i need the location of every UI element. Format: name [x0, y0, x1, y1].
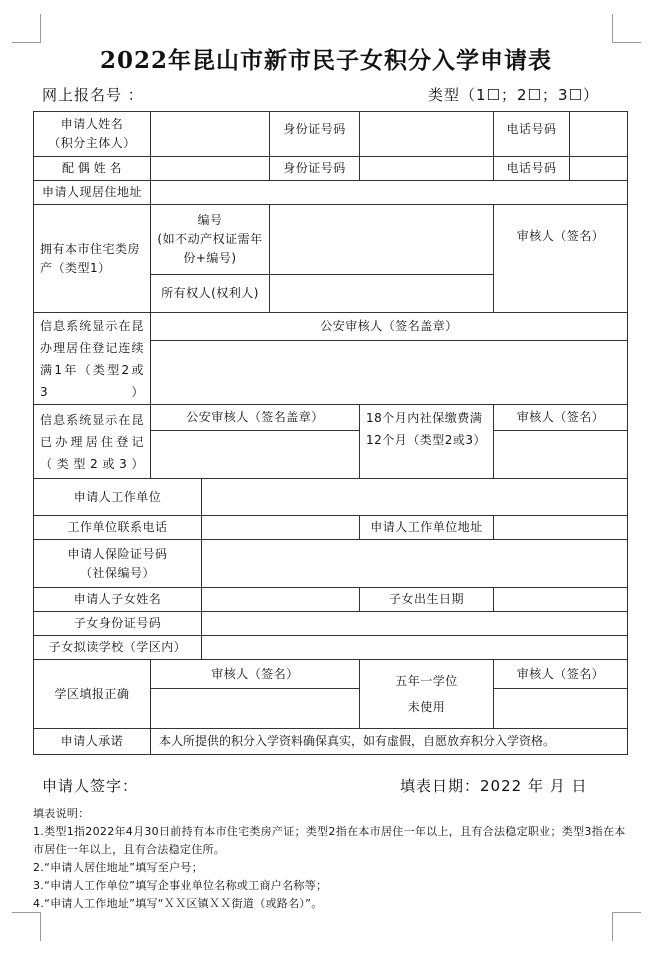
applicant-name-text: 申请人姓名 — [60, 117, 124, 131]
child-id-label: 子女身份证号码 — [34, 612, 202, 636]
district-check-label: 学区填报正确 — [34, 660, 151, 729]
property-owner-field[interactable] — [270, 275, 494, 313]
crop-mark-bottom-left — [12, 912, 41, 941]
work-address-field[interactable] — [494, 516, 628, 540]
insurance-number-field[interactable] — [202, 540, 628, 588]
work-unit-field[interactable] — [202, 479, 628, 516]
residence-registered-label: 信息系统显示在昆已办理居住登记（类型2或3） — [34, 405, 151, 479]
residence-info-label: 信息系统显示在昆办理居住登记连续满1年（类型2或3） — [34, 313, 151, 405]
online-registration-number-label: 网上报名号 ： — [42, 86, 144, 104]
applicant-name-note: （积分主体人） — [48, 136, 136, 150]
promise-label: 申请人承诺 — [34, 729, 151, 755]
instruction-item-1: 1.类型1指2022年4月30日前持有本市住宅类房产证；类型2指在本市居住一年以上，且有合法稳定职业；类型3指在本市居住一年以上，且有合法稳定住所。 — [33, 825, 626, 856]
residence-police-review-field[interactable] — [151, 341, 628, 405]
instruction-item-2: 2.“申请人居住地址”填写至户号； — [33, 861, 203, 874]
work-phone-label: 工作单位联系电话 — [34, 516, 202, 540]
crop-mark-top-right — [612, 14, 641, 43]
spouse-id-label: 身份证号码 — [270, 157, 360, 181]
applicant-id-label: 身份证号码 — [270, 112, 360, 157]
spouse-phone-label: 电话号码 — [494, 157, 570, 181]
school-field[interactable] — [202, 636, 628, 660]
five-year-reviewer-label: 审核人（签名） — [494, 660, 628, 689]
social-security-reviewer-label: 审核人（签名） — [494, 405, 628, 431]
address-field[interactable] — [151, 181, 628, 205]
district-reviewer-label: 审核人（签名） — [151, 660, 360, 689]
application-form-table — [33, 111, 628, 755]
child-name-field[interactable] — [202, 588, 360, 612]
property-cert-label — [151, 205, 270, 275]
work-phone-field[interactable] — [202, 516, 360, 540]
crop-mark-top-left — [12, 14, 41, 43]
property-cert-text: 编号 — [197, 213, 223, 227]
spouse-name-field[interactable] — [151, 157, 270, 181]
social-security-reviewer-field[interactable] — [494, 431, 628, 479]
residence-police-review-label: 公安审核人（签名盖章） — [151, 313, 628, 341]
crop-mark-bottom-right — [612, 912, 641, 941]
five-year-unused-text: 未使用 — [407, 700, 446, 714]
spouse-phone-field[interactable] — [570, 157, 628, 181]
applicant-phone-field[interactable] — [570, 112, 628, 157]
child-name-label: 申请人子女姓名 — [34, 588, 202, 612]
insurance-number-label — [34, 540, 202, 588]
instruction-item-4: 4.“申请人工作地址”填写“ＸＸ区镇ＸＸ街道（或路名）”。 — [33, 897, 323, 910]
residence2-police-review-field[interactable] — [151, 431, 360, 479]
housing-label: 拥有本市住宅类房产（类型1） — [34, 205, 151, 313]
spouse-id-field[interactable] — [360, 157, 494, 181]
social-security-label: 18个月内社保缴费满12个月（类型2或3） — [360, 405, 494, 479]
insurance-number-note: （社保编号） — [79, 565, 155, 580]
promise-text: 本人所提供的积分入学资料确保真实，如有虚假，自愿放弃积分入学资格。 — [151, 729, 628, 755]
applicant-id-field[interactable] — [360, 112, 494, 157]
spouse-name-label: 配偶姓名 — [34, 157, 151, 181]
work-address-label: 申请人工作单位地址 — [360, 516, 494, 540]
property-owner-label: 所有权人(权利人) — [151, 275, 270, 313]
property-cert-field[interactable] — [270, 205, 494, 275]
applicant-signature-label: 申请人签字： — [42, 777, 139, 795]
work-unit-label: 申请人工作单位 — [34, 479, 202, 516]
applicant-name-field[interactable] — [151, 112, 270, 157]
property-cert-note: (如不动产权证需年份+编号) — [157, 232, 263, 265]
instructions — [33, 805, 628, 913]
housing-reviewer-box[interactable] — [494, 205, 628, 313]
insurance-number-text: 申请人保险证号码 — [67, 546, 168, 561]
instruction-item-3: 3.“申请人工作单位”填写企事业单位名称或工商户名称等； — [33, 879, 328, 892]
address-label: 申请人现居住地址 — [34, 181, 151, 205]
fill-date-label: 填表日期：2022 年 月 日 — [400, 777, 588, 795]
applicant-name-label — [34, 112, 151, 157]
form-title: 2022年昆山市新市民子女积分入学申请表 — [99, 47, 552, 74]
five-year-text: 五年一学位 — [395, 674, 458, 688]
applicant-phone-label: 电话号码 — [494, 112, 570, 157]
housing-reviewer-label: 审核人（签名） — [516, 229, 605, 243]
type-selector[interactable]: 类型（1☐；2☐；3☐） — [428, 86, 599, 104]
child-birth-field[interactable] — [494, 588, 628, 612]
child-birth-label: 子女出生日期 — [360, 588, 494, 612]
five-year-label — [360, 660, 494, 729]
residence2-police-review-label: 公安审核人（签名盖章） — [151, 405, 360, 431]
school-label: 子女拟读学校（学区内） — [34, 636, 202, 660]
five-year-reviewer-field[interactable] — [494, 689, 628, 729]
district-reviewer-field[interactable] — [151, 689, 360, 729]
child-id-field[interactable] — [202, 612, 628, 636]
instructions-heading: 填表说明： — [33, 807, 90, 820]
